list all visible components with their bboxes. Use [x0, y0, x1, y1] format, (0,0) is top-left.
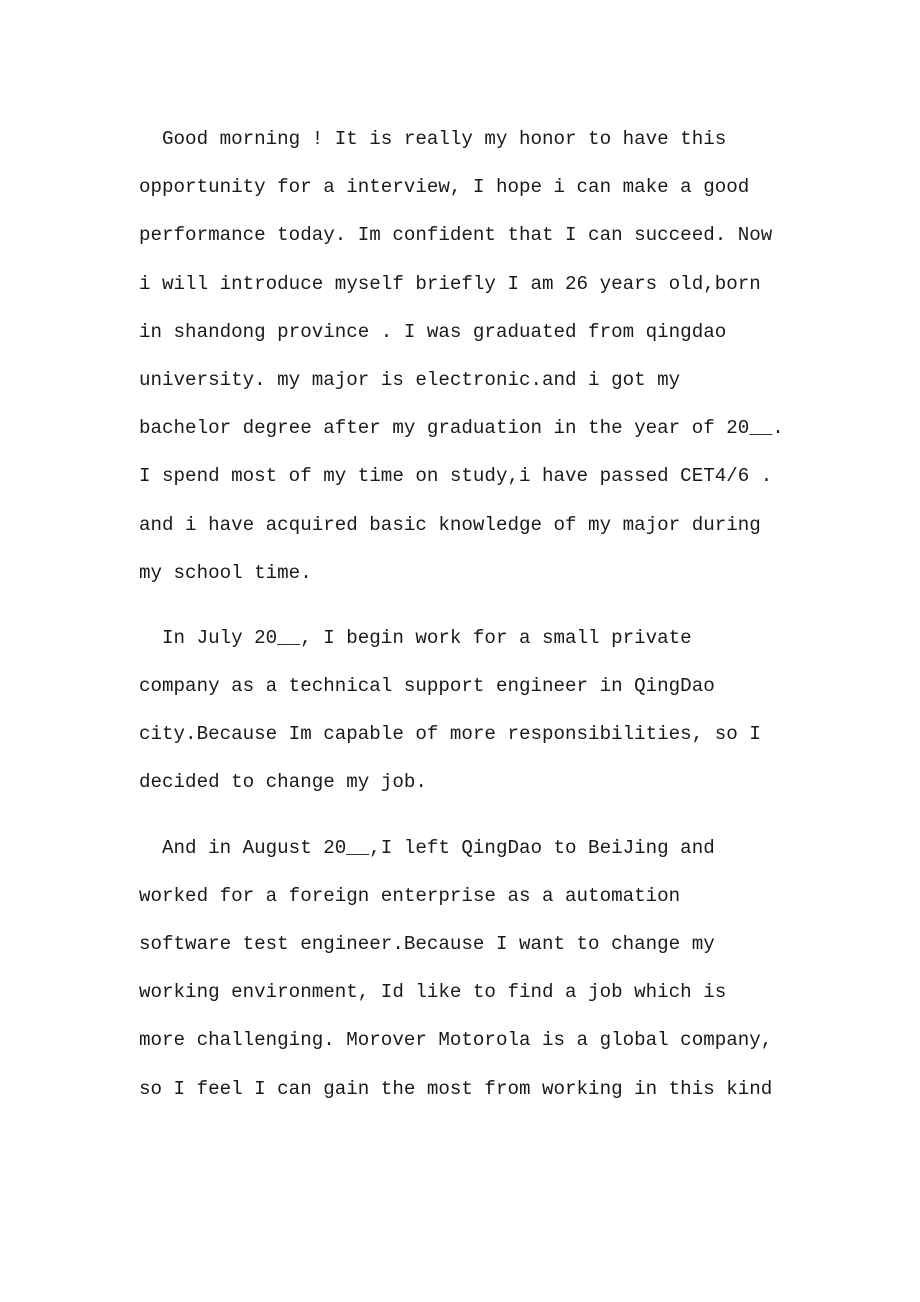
text-line: more challenging. Morover Motorola is a global company, [139, 1029, 773, 1052]
paragraph-first-job [139, 614, 799, 807]
text-line: company as a technical support engineer in QingDao [139, 675, 715, 698]
paragraph-self-introduction [139, 115, 799, 597]
paragraph-second-job [139, 824, 799, 1113]
text-line: opportunity for a interview, I hope i can make a good [139, 176, 750, 199]
text-line: working environment, Id like to find a job which is [139, 981, 727, 1004]
text-line: And in August 20__,I left QingDao to BeiJing and [139, 836, 715, 859]
text-line: my school time. [139, 561, 312, 584]
paragraph-spacer [139, 807, 799, 824]
paragraph-spacer [139, 597, 799, 614]
text-line: city.Because Im capable of more responsibilities, so I [139, 723, 761, 746]
text-line: i will introduce myself briefly I am 26 years old,born [139, 272, 761, 295]
text-line: in shandong province . I was graduated from qingdao [139, 320, 727, 343]
text-line: In July 20__, I begin work for a small private [139, 626, 692, 649]
text-line: university. my major is electronic.and i got my [139, 368, 681, 391]
text-line: worked for a foreign enterprise as a automation [139, 884, 681, 907]
text-line: decided to change my job. [139, 771, 427, 794]
text-line: performance today. Im confident that I can succeed. Now [139, 224, 773, 247]
text-line: bachelor degree after my graduation in the year of 20__. [139, 417, 784, 440]
text-line: I spend most of my time on study,i have passed CET4/6 . [139, 465, 773, 488]
document-body [139, 115, 799, 1113]
text-line: Good morning ! It is really my honor to have this [139, 128, 727, 150]
text-line: software test engineer.Because I want to change my [139, 933, 715, 955]
text-line: so I feel I can gain the most from working in this kind [139, 1077, 773, 1100]
text-line: and i have acquired basic knowledge of my major during [139, 513, 761, 536]
